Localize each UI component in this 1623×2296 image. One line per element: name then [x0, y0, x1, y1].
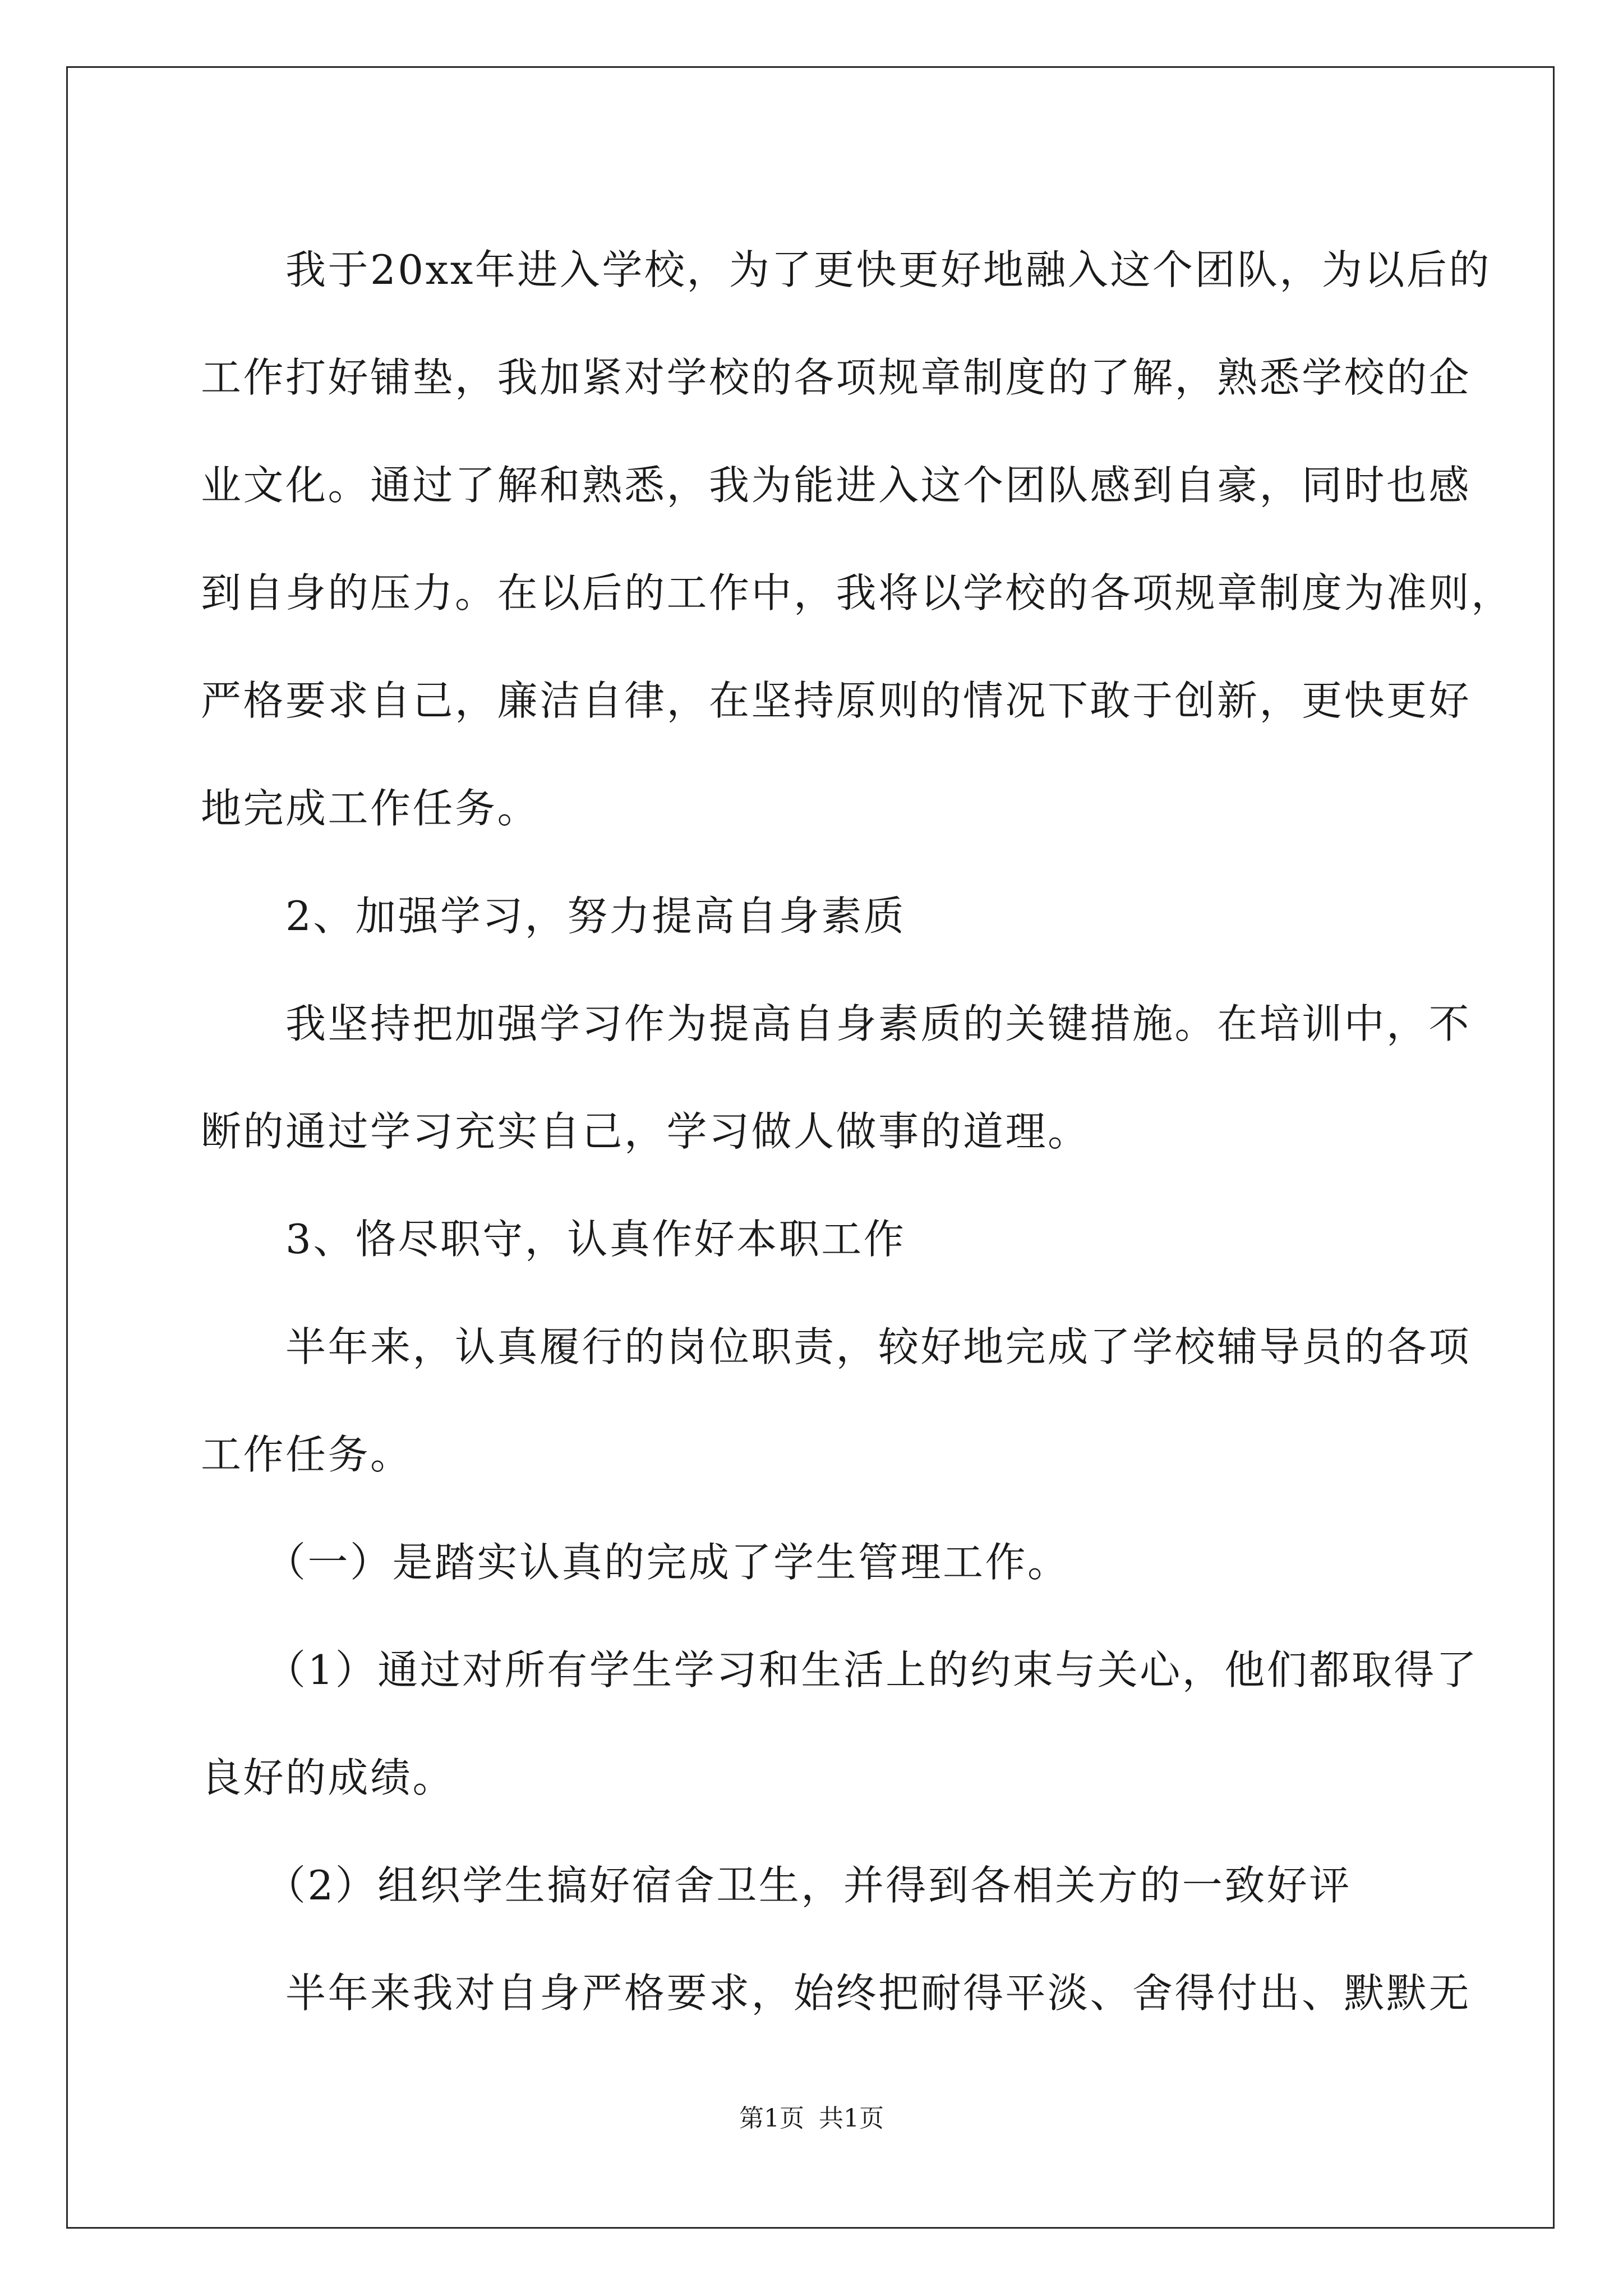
page-number: 第1页	[739, 2104, 804, 2133]
text-line: 我于20xx年进入学校，为了更快更好地融入这个团队，为以后的	[201, 246, 1491, 293]
text-line: 半年来我对自身严格要求，始终把耐得平淡、舍得付出、默默无	[201, 1970, 1472, 2017]
text-line: （一）是踏实认真的完成了学生管理工作。	[201, 1539, 1070, 1586]
page-footer	[0, 2098, 1623, 2134]
text-line: 我坚持把加强学习作为提高自身素质的关键措施。在培训中，不	[201, 1000, 1472, 1047]
text-line: （1）通过对所有学生学习和生活上的约束与关心，他们都取得了	[201, 1646, 1479, 1694]
text-line: 半年来，认真履行的岗位职责，较好地完成了学校辅导员的各项	[201, 1323, 1472, 1370]
text-line: 良好的成绩。	[201, 1754, 455, 1801]
text-line: 工作任务。	[201, 1431, 413, 1478]
text-line: 断的通过学习充实自己，学习做人做事的道理。	[201, 1108, 1090, 1155]
text-line: 工作打好铺垫，我加紧对学校的各项规章制度的了解，熟悉学校的企	[201, 354, 1472, 401]
text-line: 地完成工作任务。	[201, 785, 540, 832]
section-heading: 2、加强学习，努力提高自身素质	[201, 892, 906, 940]
text-line: 严格要求自己，廉洁自律，在坚持原则的情况下敢于创新，更快更好	[201, 677, 1472, 724]
text-line: 业文化。通过了解和熟悉，我为能进入这个团队感到自豪，同时也感	[201, 462, 1472, 509]
text-line: 到自身的压力。在以后的工作中，我将以学校的各项规章制度为准则，	[201, 569, 1514, 616]
section-heading: 3、恪尽职守，认真作好本职工作	[201, 1216, 906, 1263]
page-total: 共1页	[819, 2104, 884, 2133]
text-line: （2）组织学生搞好宿舍卫生，并得到各相关方的一致好评	[201, 1862, 1352, 1909]
document-body	[201, 216, 1514, 2047]
text-block	[201, 216, 1514, 2047]
